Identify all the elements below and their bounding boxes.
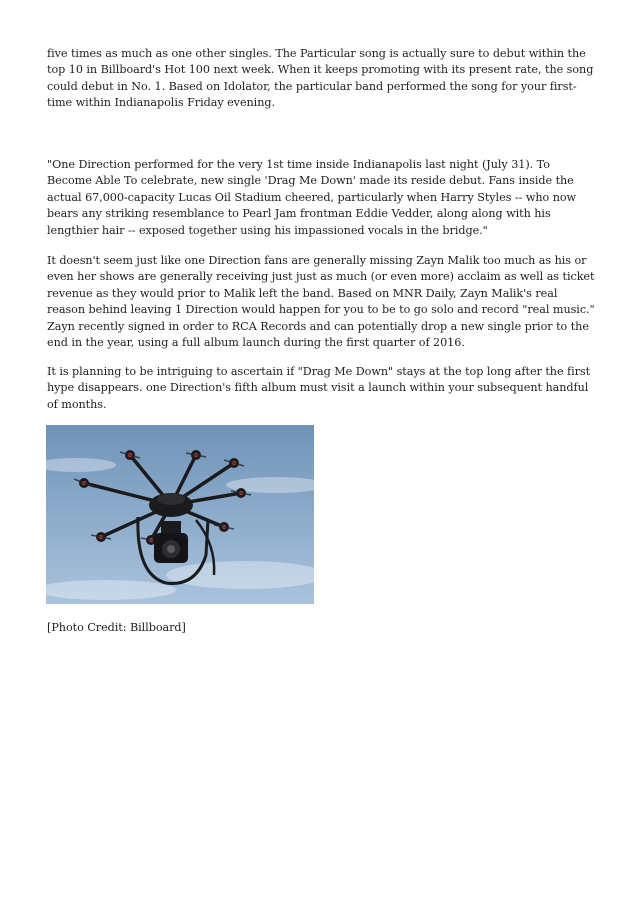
article-paragraph-3: It doesn't seem just like one Direction fans are generally missing Zayn Malik too much as his or even her shows are generally receiving just just as much (or even more) acclaim as well as ticket revenue as they would prior to Malik left the band. Based on MNR Daily, Zayn Malik's real reason behind leaving 1 Direction would happen for you to be to go solo and record "real music." Zayn recently signed in order to RCA Records and can potentially drop a new single prior to the end in the year, using a full album launch during the first quarter of 2016. (47, 254, 595, 350)
article-paragraph-2: "One Direction performed for the very 1st time inside Indianapolis last night (July 31). To Become Able To celebrate, new single 'Drag Me Down' made its reside debut. Fans inside the actual 67,000-capacity Lucas Oil Stadium cheered, particularly when Harry Styles -- who now bears any striking resemblance to Pearl Jam frontman Eddie Vedder, along along with his lengthier hair -- exposed together using his impassioned vocals in the bridge." (47, 158, 577, 237)
drone-photo (46, 425, 314, 604)
article-paragraph-1: five times as much as one other singles. The Particular song is actually sure to debut within the top 10 in Billboard's Hot 100 next week. When it keeps promoting with its present rate, the song could debut in No. 1. Based on Idolator, the particular band performed the song for your first-time within Indianapolis Friday evening. (47, 47, 594, 110)
photo-caption: [Photo Credit: Billboard] (47, 621, 186, 634)
article-paragraph-4: It is planning to be intriguing to ascertain if "Drag Me Down" stays at the top long after the first hype disappears. one Direction's fifth album must visit a launch within your subsequent handful of months. (47, 365, 591, 411)
